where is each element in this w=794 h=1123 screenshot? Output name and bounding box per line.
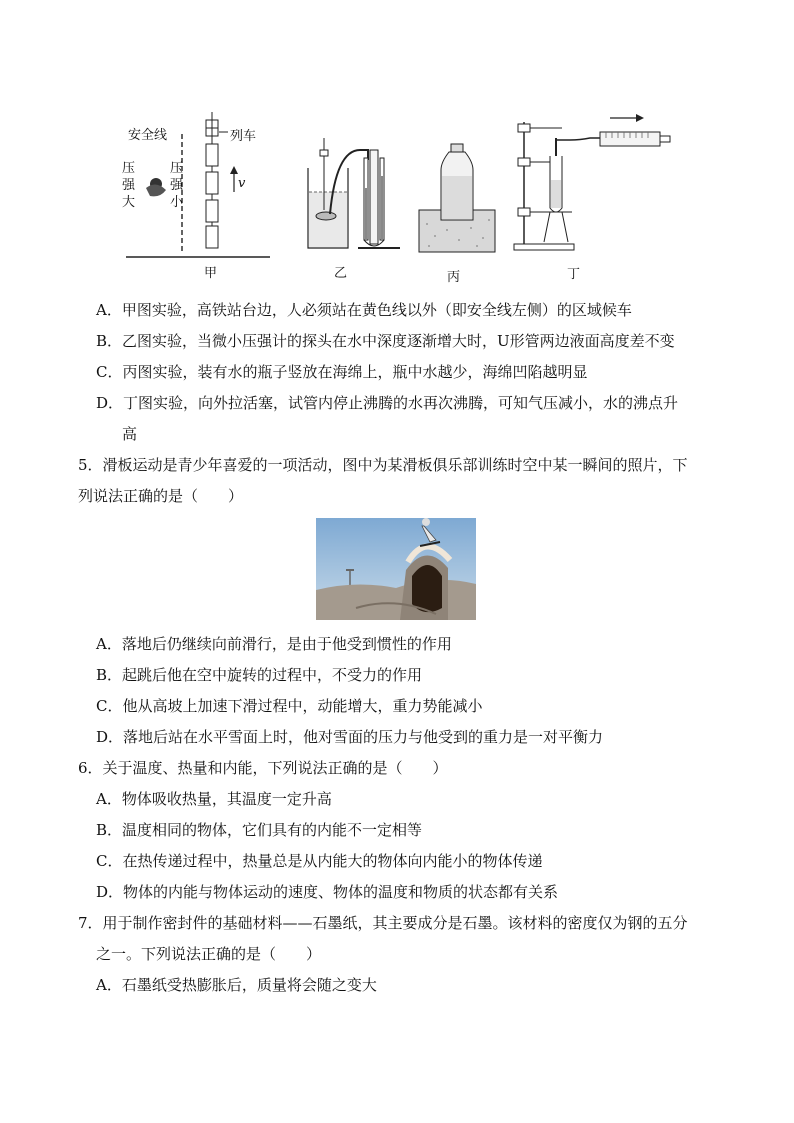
train-label: 列车 bbox=[230, 129, 257, 144]
q7-stem-line2: 之一。下列说法正确的是（ ） bbox=[96, 945, 322, 963]
q5-option-a: A．落地后仍继续向前滑行，是由于他受到惯性的作用 bbox=[96, 635, 452, 653]
velocity-label: v bbox=[238, 176, 246, 191]
skateboard-photo-drawing bbox=[316, 518, 476, 620]
figure-ding-drawing bbox=[510, 108, 680, 258]
figure-ding-caption: 丁 bbox=[567, 267, 581, 282]
q5-stem-line2: 列说法正确的是（ ） bbox=[78, 487, 244, 505]
high-pressure-char: 强 bbox=[122, 178, 136, 193]
figure-yi-drawing bbox=[300, 130, 410, 255]
figure-ding bbox=[510, 108, 680, 283]
low-pressure-char: 小 bbox=[170, 195, 184, 210]
figure-bing-drawing bbox=[415, 140, 500, 260]
skateboard-photo bbox=[316, 518, 476, 620]
figure-bing bbox=[415, 140, 500, 285]
q5-option-d: D．落地后站在水平雪面上时，他对雪面的压力与他受到的重力是一对平衡力 bbox=[96, 728, 604, 746]
low-pressure-char: 压 bbox=[170, 161, 184, 176]
q4-option-c: C．丙图实验，装有水的瓶子竖放在海绵上，瓶中水越少，海绵凹陷越明显 bbox=[96, 363, 588, 381]
high-pressure-char: 大 bbox=[122, 195, 136, 210]
q7-option-a: A．石墨纸受热膨胀后，质量将会随之变大 bbox=[96, 976, 377, 994]
safety-line-label: 安全线 bbox=[128, 128, 168, 143]
q5-option-b: B．起跳后他在空中旋转的过程中，不受力的作用 bbox=[96, 666, 423, 684]
q6-option-c: C．在热传递过程中，热量总是从内能大的物体向内能小的物体传递 bbox=[96, 852, 543, 870]
q4-option-d-cont: 高 bbox=[122, 425, 138, 443]
figure-yi-caption: 乙 bbox=[334, 266, 348, 281]
q5-stem-line1: 5．滑板运动是青少年喜爱的一项活动，图中为某滑板俱乐部训练时空中某一瞬间的照片，下 bbox=[78, 456, 688, 474]
figure-jia bbox=[120, 112, 280, 282]
q6-stem: 6．关于温度、热量和内能，下列说法正确的是（ ） bbox=[78, 759, 448, 777]
q4-option-d: D．丁图实验，向外拉活塞，试管内停止沸腾的水再次沸腾，可知气压减小，水的沸点升 bbox=[96, 394, 679, 412]
low-pressure-label bbox=[170, 160, 186, 211]
q6-option-a: A．物体吸收热量，其温度一定升高 bbox=[96, 790, 332, 808]
q4-option-b: B．乙图实验，当微小压强计的探头在水中深度逐渐增大时，U形管两边液面高度差不变 bbox=[96, 332, 675, 350]
q6-option-d: D．物体的内能与物体运动的速度、物体的温度和物质的状态都有关系 bbox=[96, 883, 559, 901]
figure-bing-caption: 丙 bbox=[447, 270, 461, 285]
q6-option-b: B．温度相同的物体，它们具有的内能不一定相等 bbox=[96, 821, 423, 839]
q4-option-a: A．甲图实验，高铁站台边，人必须站在黄色线以外（即安全线左侧）的区域候车 bbox=[96, 301, 632, 319]
low-pressure-char: 强 bbox=[170, 178, 184, 193]
figure-yi bbox=[300, 130, 410, 285]
q7-stem-line1: 7．用于制作密封件的基础材料——石墨纸，其主要成分是石墨。该材料的密度仅为钢的五分 bbox=[78, 914, 688, 932]
q5-option-c: C．他从高坡上加速下滑过程中，动能增大，重力势能减小 bbox=[96, 697, 483, 715]
high-pressure-char: 压 bbox=[122, 161, 136, 176]
high-pressure-label bbox=[122, 160, 138, 211]
figure-jia-caption: 甲 bbox=[204, 266, 218, 281]
